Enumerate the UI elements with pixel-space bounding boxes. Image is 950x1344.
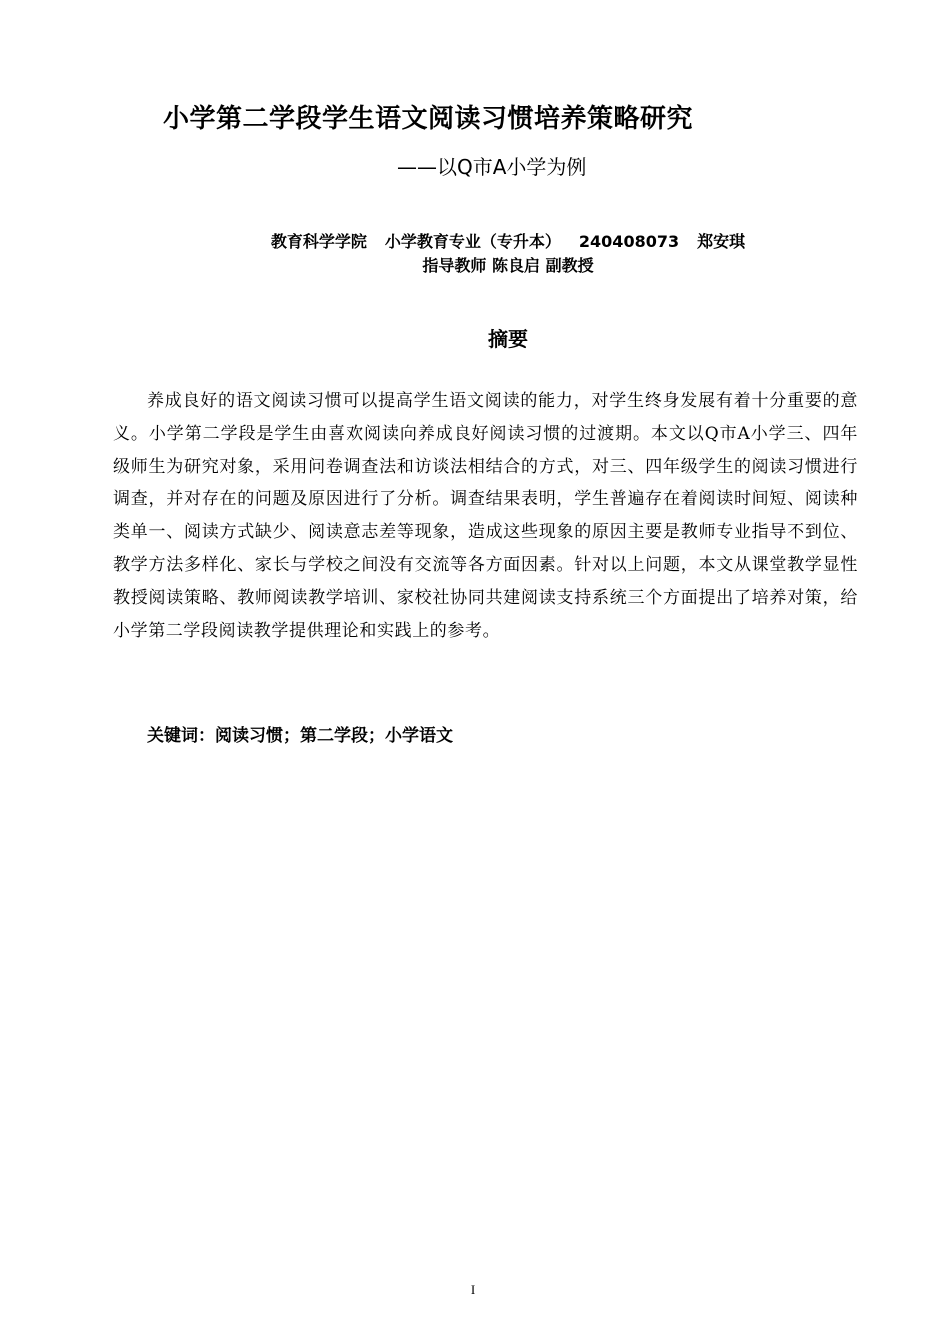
abstract-heading: 摘要 (488, 327, 528, 351)
paper-subtitle: ——以Q市A小学为例 (397, 155, 587, 179)
author-college: 教育科学学院 (270, 232, 367, 251)
keywords: 关键词：阅读习惯；第二学段；小学语文 (147, 726, 453, 746)
author-student-id: 240408073 (578, 232, 680, 251)
advisor-info: 指导教师 陈良启 副教授 (422, 256, 594, 275)
page-number: I (470, 1282, 476, 1297)
abstract-body: 养成良好的语文阅读习惯可以提高学生语文阅读的能力，对学生终身发展有着十分重要的意义。小学第二学段是学生由喜欢阅读向养成良好阅读习惯的过渡期。本文以Q市A小学三、四年级师生为研究对象，采用问卷调查法和访谈法相结合的方式，对三、四年级学生的阅读习惯进行调查，并对存在的问题及原因进行了分析。调查结果表明，学生普遍存在着阅读时间短、阅读种类单一、阅读方式缺少、阅读意志差等现象，造成这些现象的原因主要是教师专业指导不到位、教学方法多样化、家长与学校之间没有交流等各方面因素。针对以上问题，本文从课堂教学显性教授阅读策略、教师阅读教学培训、家校社协同共建阅读支持系统三个方面提出了培养对策，给小学第二学段阅读教学提供理论和实践上的参考。 (113, 391, 858, 641)
author-name: 郑安琪 (697, 232, 746, 251)
author-major: 小学教育专业（专升本） (384, 232, 561, 251)
author-info (33, 229, 950, 255)
paper-title: 小学第二学段学生语文阅读习惯培养策略研究 (163, 104, 694, 134)
